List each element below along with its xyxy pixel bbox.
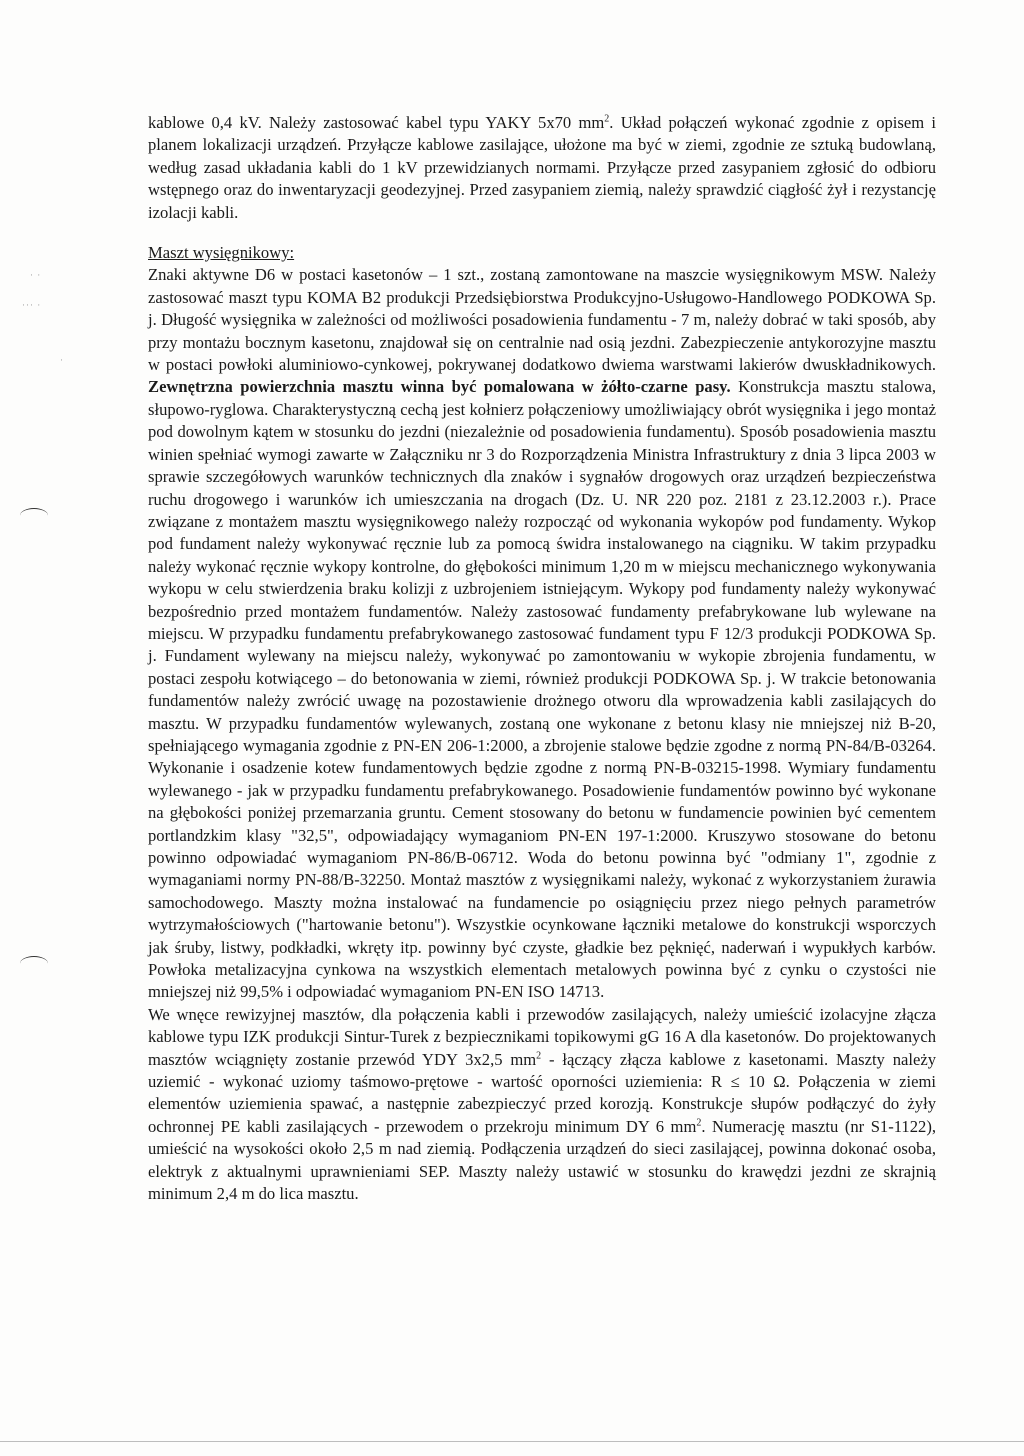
bold-statement: Zewnętrzna powierzchnia masztu winna być pomalowana w żółto-czarne pasy. — [148, 377, 731, 397]
scan-bottom-edge — [0, 1441, 1024, 1442]
scan-margin-mark — [20, 956, 48, 971]
text-run: . Układ połączeń wykonać zgodnie z opisem i planem lokalizacji urządzeń. Przyłącze kablowe zasilające, ułożone ma być w ziemi, zgodnie ze sztuką budowlaną, według zasad układania kabli do 1 kV przewidzianych normami. Przyłącze przed zasypaniem zgłosić do odbioru wstępnego oraz do inwentaryzacji geodezyjnej. Przed zasypaniem ziemią, należy sprawdzić ciągłość żył i rezystancję izolacji kabli. — [148, 113, 936, 222]
paragraph-inspection-niche — [148, 1004, 936, 1206]
document-body — [148, 112, 936, 1206]
scan-noise: · · — [30, 270, 42, 280]
text-run: Znaki aktywne D6 w postaci kasetonów – 1 szt., zostaną zamontowane na maszcie wysięgnikowym MSW. Należy zastosować maszt typu KOMA B2 produkcji Przedsiębiorstwa Produkcyjno-Usługowo-Handlowego PODKOWA Sp. j. Długość wysięgnika w zależności od możliwości posadowienia fundamentu - 7 m, należy dobrać w taki sposób, aby przy montażu bocznym kasetonu, znajdował się on centralnie nad osią jezdni. Zabezpieczenie antykorozyjne masztu w postaci powłoki aluminiowo-cynkowej, pokrywanej dodatkowo dwiema warstwami lakierów dwuskładnikowych. — [148, 265, 936, 375]
section-heading: Maszt wysięgnikowy: — [148, 243, 295, 263]
paragraph-cable-connection — [148, 112, 936, 224]
scan-noise: ··· · — [22, 300, 42, 310]
text-run: . Numerację masztu (nr S1-1122), umieścić na wysokości około 2,5 m nad ziemią. Podłączenia urządzeń do sieci zasilającej, powinna dokonać osoba, elektryk z aktualnymi uprawnieniami SEP. Maszty należy ustawić w stosunku do krawędzi jezdni ze skrajnią minimum 2,4 m do lica masztu. — [148, 1116, 936, 1204]
paragraph-mast-description — [148, 264, 936, 1003]
superscript: 2 — [536, 1050, 542, 1062]
text-run: - łączący złącza kablowe z kasetonami. Maszty należy uziemić - wykonać uziomy taśmowo-prętowe - wartość oporności uziemienia: R ≤ 10 Ω. Połączenia w ziemi elementów uziemienia spawać, a następnie zabezpieczyć przed korozją. Konstrukcje słupów podłączyć do żyły ochronnej PE kabli zasilających - przewodem o przekroju minimum DY 6 mm — [148, 1049, 936, 1136]
scan-margin-mark — [20, 508, 48, 523]
text-run: We wnęce rewizyjnej masztów, dla połączenia kabli i przewodów zasilających, należy umieścić izolacyjne złącza kablowe typu IZK produkcji Sintur-Turek z bezpiecznikami topikowymi gG 16 A dla kasetonów. Do projektowanych masztów wciągnięty zostanie przewód YDY 3x2,5 mm — [148, 1004, 936, 1069]
superscript: 2 — [696, 1117, 702, 1129]
scan-noise: · — [60, 355, 64, 365]
text-run: Konstrukcja masztu stalowa, słupowo-ryglowa. Charakterystyczną cechą jest kołnierz połączeniowy umożliwiający obrót wysięgnika i jego montaż pod dowolnym kątem w stosunku do jezdni (niezależnie od posadowienia fundamentu). Sposób posadowienia masztu winien spełniać wymogi zawarte w Załączniku nr 3 do Rozporządzenia Ministra Infrastruktury z dnia 3 lipca 2003 w sprawie szczegółowych warunków technicznych dla znaków i sygnałów drogowych oraz urządzeń bezpieczeństwa ruchu drogowego i warunków ich umieszczania na drogach (Dz. U. NR 220 poz. 2181 z 23.12.2003 r.). Prace związane z montażem masztu wysięgnikowego należy rozpocząć od wykonania wykopów pod fundamenty. Wykop pod fundament należy wykonywać ręcznie lub za pomocą świdra instalowanego na ciągniku. W takim przypadku należy wykonać ręcznie wykopy kontrolne, do głębokości minimum 1,20 m w miejscu mechanicznego wykonywania wykopu w celu stwierdzenia braku kolizji z uzbrojeniem istniejącym. Wykopy pod fundamenty należy wykonywać bezpośrednio przed montażem fundamentów. Należy zastosować fundamenty prefabrykowane lub wylewane na miejscu. W przypadku fundamentu prefabrykowanego zastosować fundament typu F 12/3 produkcji PODKOWA Sp. j. Fundament wylewany na miejscu należy, wykonywać po zamontowaniu w wykopie zbrojenia fundamentu, w postaci zespołu kotwiącego – do betonowania w ziemi, również produkcji PODKOWA Sp. j. W trakcie betonowania fundamentów należy zwrócić uwagę na pozostawienie drożnego otworu dla wprowadzenia kabli zasilających do masztu. W przypadku fundamentów wylewanych, zostaną one wykonane z betonu klasy nie mniejszej niż B-20, spełniającego wymagania zgodnie z PN-EN 206-1:2000, a zbrojenie stalowe będzie zgodne z normą PN-84/B-03264. Wykonanie i osadzenie kotew fundamentowych będzie zgodne z normą PN-B-03215-1998. Wymiary fundamentu wylewanego - jak w przypadku fundamentu prefabrykowanego. Posadowienie fundamentów powinno być wykonane na głębokości poniżej przemarzania gruntu. Cement stosowany do betonu w fundamencie powinien być cementem portlandzkim klasy "32,5", odpowiadający wymaganiom PN-EN 197-1:2000. Kruszywo stosowane do betonu powinno odpowiadać wymaganiom PN-86/B-06712. Woda do betonu powinna być "odmiany 1", zgodnie z wymaganiami normy PN-88/B-32250. Montaż masztów z wysięgnikami należy, wykonać z wykorzystaniem żurawia samochodowego. Maszty można instalować na fundamencie po osiągnięciu przez niego pełnych parametrów wytrzymałościowych ("hartowanie betonu"). Wszystkie ocynkowane łączniki metalowe do konstrukcji wsporczych jak śruby, listwy, podkładki, wkręty itp. powinny być czyste, gładkie bez pęknięć, naderwań i wypukłych karbów. Powłoka metalizacyjna cynkowa na wszystkich elementach metalowych powinna być z cynku o czystości nie mniejszej niż 99,5% i odpowiadać wymaganiom PN-EN ISO 14713. — [148, 377, 937, 1002]
text-run: kablowe 0,4 kV. Należy zastosować kabel typu YAKY 5x70 mm — [148, 113, 605, 132]
superscript: 2 — [604, 113, 610, 125]
